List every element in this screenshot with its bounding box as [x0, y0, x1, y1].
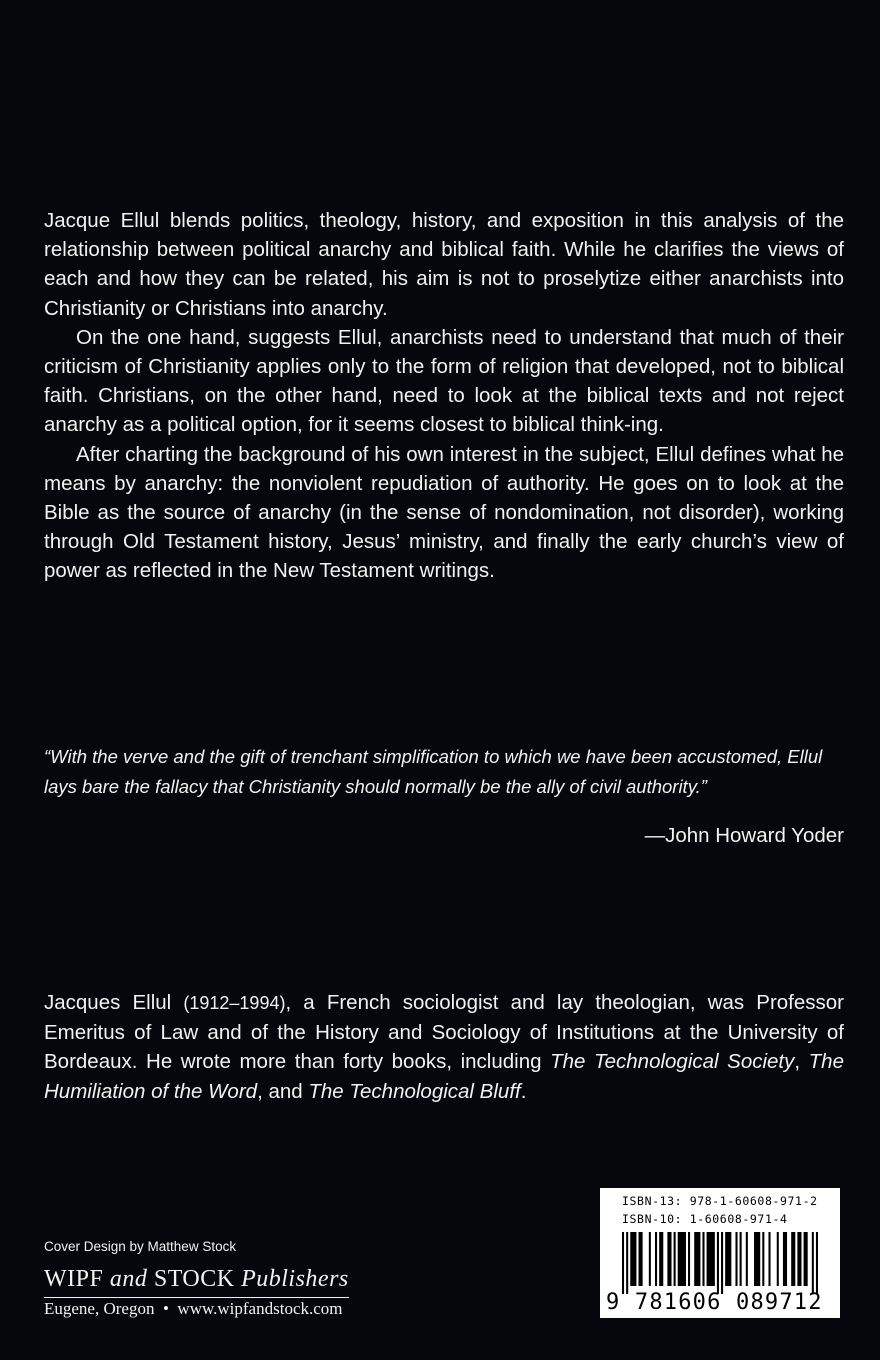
barcode-bar-29 [816, 1232, 818, 1294]
endorsement-attribution: —John Howard Yoder [644, 824, 844, 847]
barcode-bar-1 [626, 1232, 628, 1294]
publisher-location [44, 1298, 343, 1320]
separator: . [520, 1079, 527, 1103]
barcode-bar-13 [707, 1232, 715, 1286]
book-title-humiliation-of-the-word: The Humiliation of the Word [44, 1050, 844, 1103]
isbn-13-label: ISBN-13: 978-1-60608-971-2 [622, 1194, 818, 1208]
publisher-name-publishers: Publishers [241, 1266, 349, 1292]
barcode-bar-3 [639, 1232, 643, 1286]
barcode-bar-25 [791, 1232, 795, 1286]
author-dates: (1912–1994) [183, 993, 286, 1013]
barcode-bar-5 [655, 1232, 657, 1286]
book-description [44, 206, 844, 586]
description-paragraph-3: After charting the background of his own interest in the subject, Ellul defines what he means by anarchy: the nonviolent repudiation of authority. He goes on to look at the Bible as the source of anarchy (in the sense of nondomination, not disorder), working through Old Testament history, Jesus’ ministry, and finally the early church’s view of power as reflected in the New Testament writings. [44, 442, 844, 583]
publisher-name-stock: STOCK [153, 1266, 235, 1292]
author-name: Jacques Ellul [44, 991, 172, 1014]
barcode-bar-21 [762, 1232, 764, 1286]
barcode-bar-19 [746, 1232, 748, 1286]
barcode-bar-28 [812, 1232, 814, 1294]
barcode-bar-4 [649, 1232, 651, 1286]
isbn-barcode-panel [600, 1188, 840, 1318]
barcode-bars [622, 1232, 818, 1294]
barcode-digits: 9 781606 089712 [606, 1290, 823, 1315]
author-bio [44, 988, 844, 1106]
isbn-10-label: ISBN-10: 1-60608-971-4 [622, 1212, 788, 1226]
publisher-name-and: and [109, 1266, 148, 1292]
barcode-bar-27 [804, 1232, 808, 1286]
publisher-city: Eugene, Oregon [44, 1299, 155, 1318]
book-title-technological-bluff: The Technological Bluff [308, 1079, 521, 1103]
publisher-logo [44, 1264, 349, 1298]
barcode-bar-14 [717, 1232, 719, 1294]
barcode-bar-20 [754, 1232, 760, 1286]
description-paragraph-2: On the one hand, suggests Ellul, anarchists need to understand that much of their criticism of Christianity applies only to the form of religion that developed, not to biblical faith. Christians, on the other hand, need to look at the biblical texts and not reject anarchy as a political option, for it seems closest to biblical think-ing. [44, 325, 844, 437]
barcode-bar-0 [622, 1232, 624, 1294]
barcode-bar-24 [783, 1232, 787, 1286]
cover-design-credit: Cover Design by Matthew Stock [44, 1239, 237, 1254]
author-bio-text: , a French sociologist and lay theologian, was Professor Emeritus of Law and of the History and Sociology of Institutions at the University of Bordeaux. He wrote more than forty books, including [44, 991, 845, 1074]
description-paragraph-1: Jacque Ellul blends politics, theology, history, and exposition in this analysis of the relationship between political anarchy and biblical faith. While he clarifies the views of each and how they can be related, his aim is not to proselytize either anarchists into Christianity or Christians into anarchy. [44, 209, 844, 320]
barcode-bar-23 [777, 1232, 779, 1286]
barcode-bar-26 [797, 1232, 801, 1286]
barcode-bar-22 [768, 1232, 770, 1286]
book-title-technological-society: The Technological Society [550, 1050, 795, 1074]
barcode-bar-15 [721, 1232, 723, 1294]
barcode-bar-17 [735, 1232, 737, 1286]
barcode-bar-16 [725, 1232, 731, 1286]
bullet-separator: • [162, 1299, 169, 1318]
barcode-bar-18 [740, 1232, 742, 1286]
barcode-bar-7 [667, 1232, 671, 1286]
barcode-bar-6 [659, 1232, 663, 1286]
barcode-bar-8 [674, 1232, 676, 1286]
publisher-website: www.wipfandstock.com [177, 1299, 343, 1318]
endorsement-quote: “With the verve and the gift of trenchant simplification to which we have been accustomed, Ellul lays bare the fallacy that Christianity should normally be the ally of civil authority.” [44, 746, 823, 797]
barcode-bar-9 [678, 1232, 686, 1286]
barcode-bar-12 [702, 1232, 704, 1286]
publisher-name-wipf: WIPF [44, 1266, 104, 1292]
barcode-bar-2 [630, 1232, 636, 1286]
barcode-bar-10 [688, 1232, 690, 1286]
separator: , [794, 1050, 809, 1074]
separator: , and [257, 1079, 309, 1103]
barcode-bar-11 [694, 1232, 700, 1286]
